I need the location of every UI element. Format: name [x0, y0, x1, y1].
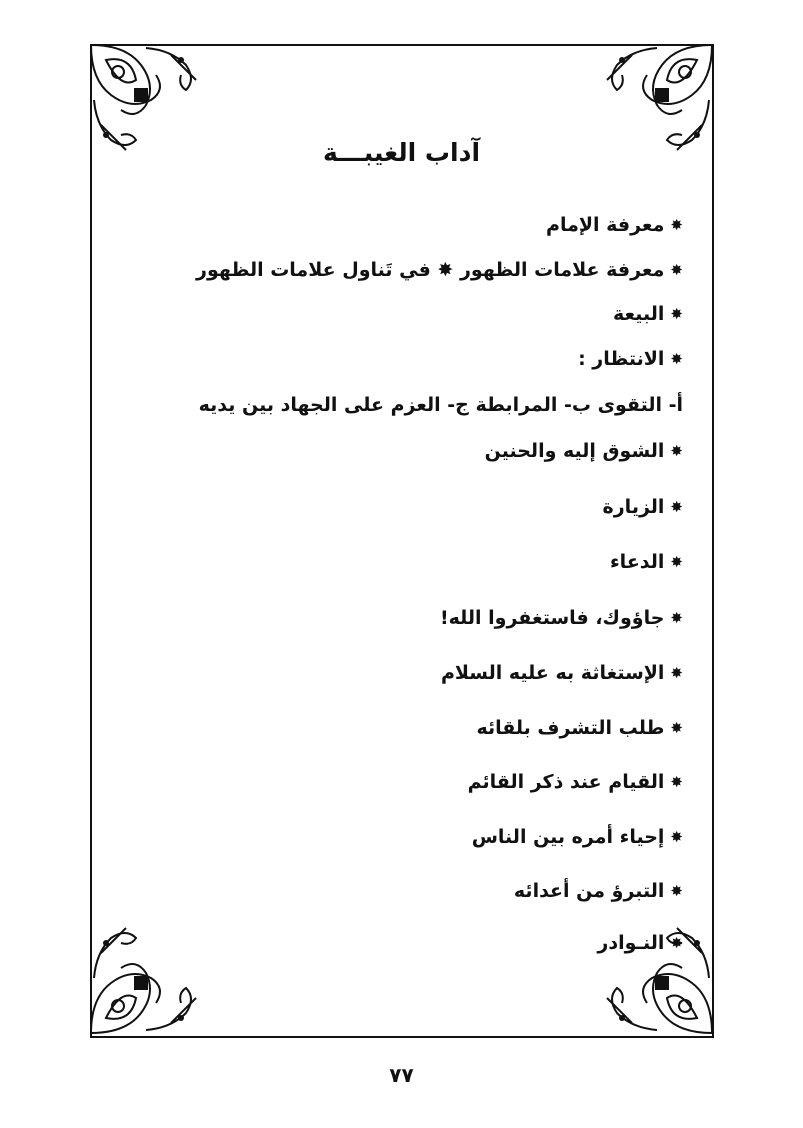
- list-item: [610, 548, 683, 576]
- list-item: [613, 300, 683, 328]
- list-item: [440, 604, 683, 632]
- list-item: [597, 929, 683, 957]
- list-item-text: الانتظار :: [578, 348, 665, 370]
- list-item: [196, 256, 683, 284]
- bullet-star-icon: ✸: [670, 261, 683, 279]
- list-item-text: معرفة علامات الظهور ✸ في تَناول علامات الظهور: [196, 259, 665, 281]
- list-item-text: البيعة: [613, 303, 665, 325]
- list-item: [441, 659, 683, 687]
- list-item-text: الشوق إليه والحنين: [484, 440, 665, 462]
- bullet-star-icon: ✸: [670, 882, 683, 900]
- bullet-star-icon: ✸: [670, 305, 683, 323]
- bullet-star-icon: ✸: [670, 609, 683, 627]
- list-item: [603, 493, 683, 521]
- list-item: [514, 877, 683, 905]
- bullet-star-icon: ✸: [670, 828, 683, 846]
- list-item: [546, 211, 683, 239]
- list-item: [578, 345, 683, 373]
- bullet-star-icon: ✸: [670, 719, 683, 737]
- list-item-text: النـوادر: [597, 932, 665, 954]
- list-item-text: القيام عند ذكر القائم: [467, 771, 665, 793]
- list-item-text: الزيارة: [602, 496, 665, 518]
- list-item-text: الإستغاثة به عليه السلام: [440, 662, 665, 684]
- list-item-text: الدعاء: [609, 551, 665, 573]
- bullet-star-icon: ✸: [670, 350, 683, 368]
- list-item-text: إحياء أمره بين الناس: [471, 826, 665, 848]
- bullet-star-icon: ✸: [670, 664, 683, 682]
- list-item-text: طلب التشرف بلقائه: [476, 717, 665, 739]
- bullet-star-icon: ✸: [670, 442, 683, 460]
- list-item-text: أ- التقوى ب- المرابطة ج- العزم على الجهاد بين يديه: [198, 394, 683, 416]
- bullet-star-icon: ✸: [670, 498, 683, 516]
- content-list: [113, 0, 683, 1128]
- bullet-star-icon: ✸: [670, 216, 683, 234]
- list-item: [485, 437, 683, 465]
- list-item-text: جاؤوك، فاستغفروا الله!: [439, 607, 665, 629]
- list-item: [468, 768, 683, 796]
- bullet-star-icon: ✸: [670, 553, 683, 571]
- list-item-text: التبرؤ من أعدائه: [513, 880, 665, 902]
- list-item: [199, 391, 683, 419]
- list-item: [472, 823, 683, 851]
- page-title: آداب الغيبـــة: [322, 138, 481, 167]
- bullet-star-icon: ✸: [670, 934, 683, 952]
- list-item-text: معرفة الإمام: [546, 214, 665, 236]
- list-item: [476, 714, 683, 742]
- bullet-star-icon: ✸: [670, 773, 683, 791]
- page-number: ٧٧: [389, 1063, 414, 1087]
